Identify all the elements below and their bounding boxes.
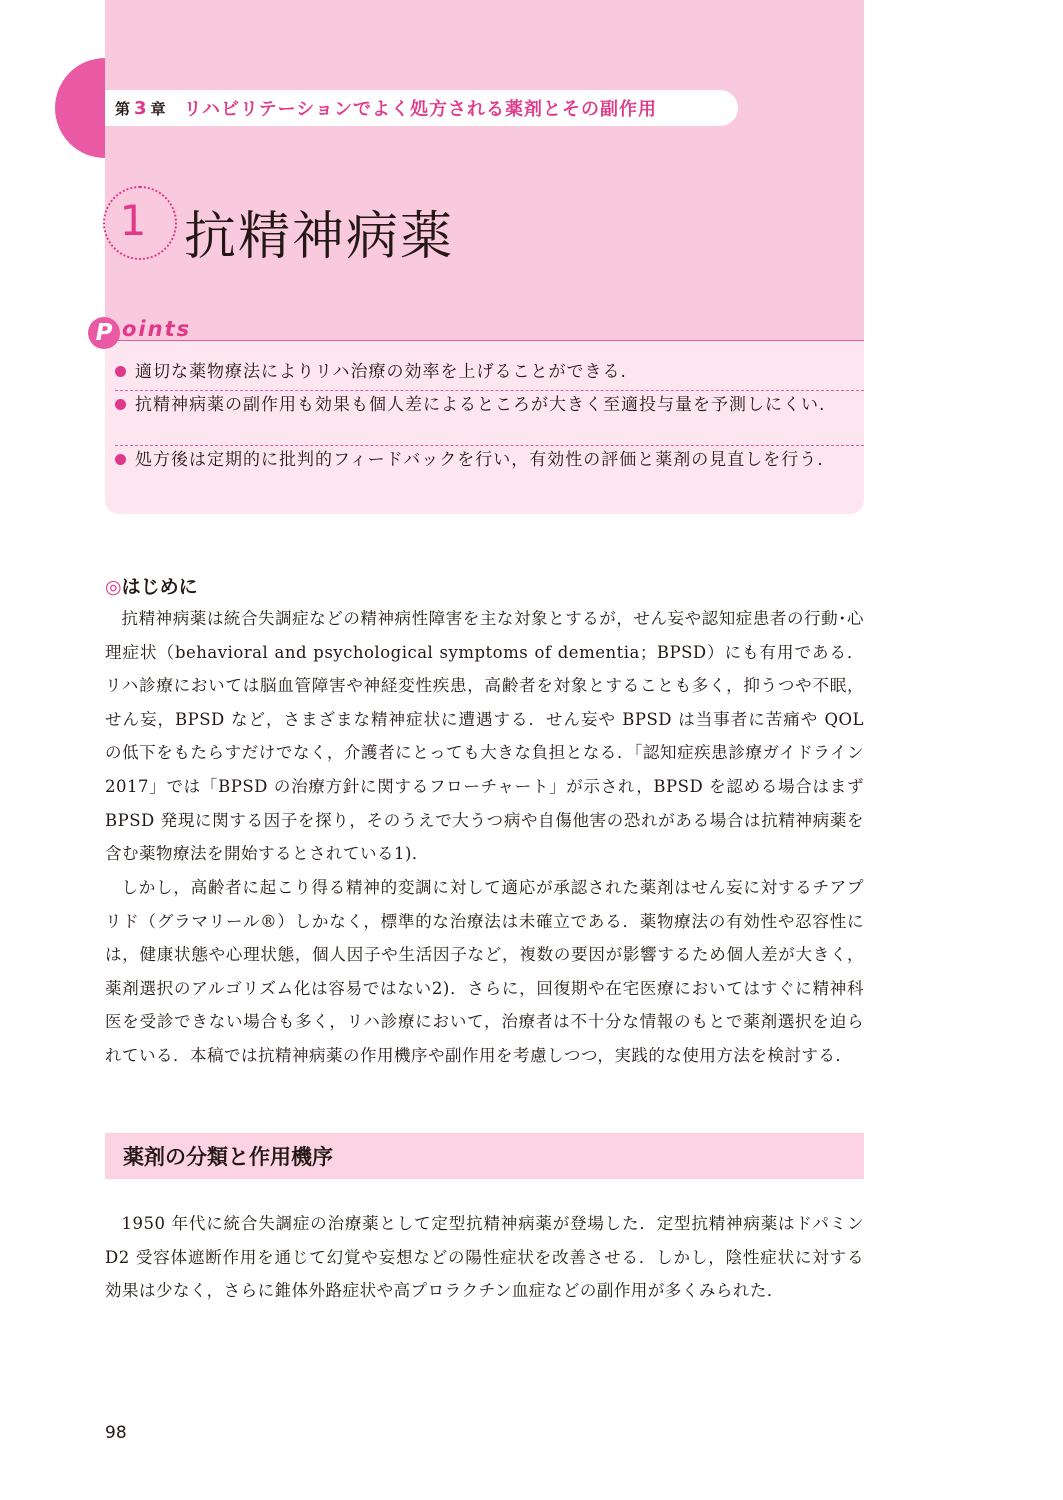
chapter-label xyxy=(105,90,738,126)
bullet-icon xyxy=(115,454,126,465)
intro-heading xyxy=(105,572,198,599)
point-item-1 xyxy=(115,361,855,384)
section-number: 1 xyxy=(119,196,147,245)
chapter-prefix: 第 xyxy=(115,99,131,118)
points-badge-icon: P xyxy=(88,317,120,349)
chapter-title: リハビリテーションでよく処方される薬剤とその副作用 xyxy=(183,99,657,120)
points-dash-divider xyxy=(115,390,864,391)
point-item-2 xyxy=(115,394,855,417)
chapter-number: 3 xyxy=(134,97,147,119)
chapter-suffix: 章 xyxy=(150,99,166,118)
points-divider xyxy=(105,340,864,341)
intro-paragraph-2: しかし，高齢者に起こり得る精神的変調に対して適応が承認された薬剤はせん妄に対するチアプリド（グラマリール®）しかなく，標準的な治療法は未確立である．薬物療法の有効性や忍容性には，健康状態や心理状態，個人因子や生活因子など，複数の要因が影響するため個人差が大きく，薬剤選択のアルゴリズム化は容易ではない2)．さらに，回復期や在宅医療においてはすぐに精神科医を受診できない場合も多く，リハ診療において，治療者は不十分な情報のもとで薬剤選択を迫られている．本稿では抗精神病薬の作用機序や副作用を考慮しつつ，実践的な使用方法を検討する． xyxy=(105,878,864,1065)
point-item-3 xyxy=(115,449,855,472)
point-text: 適切な薬物療法によりリハ治療の効率を上げることができる. xyxy=(135,362,627,382)
bullet-icon xyxy=(115,366,126,377)
points-label: oints xyxy=(122,317,192,341)
double-circle-icon: ◎ xyxy=(105,576,122,598)
section-paragraph: 1950 年代に統合失調症の治療薬として定型抗精神病薬が登場した．定型抗精神病薬はドパミン D2 受容体遮断作用を通じて幻覚や妄想などの陽性症状を改善させる．しかし，陰性症状に対する効果は少なく，さらに錐体外路症状や高プロラクチン血症などの副作用が多くみられた． xyxy=(105,1214,864,1301)
section-heading-bar xyxy=(105,1133,864,1179)
points-dash-divider xyxy=(115,445,864,446)
chapter-header-background xyxy=(105,0,864,340)
section-heading: 薬剤の分類と作用機序 xyxy=(123,1145,333,1169)
intro-heading-text: はじめに xyxy=(121,576,198,598)
intro-paragraph-1: 抗精神病薬は統合失調症などの精神病性障害を主な対象とするが，せん妄や認知症患者の行動･心理症状（behavioral and psychological symptoms of dementia；BPSD）にも有用である．リハ診療においては脳血管障害や神経変性疾患，高齢者を対象とすることも多く，抑うつや不眠，せん妄，BPSD など，さまざまな精神症状に遭遇する．せん妄や BPSD は当事者に苦痛や QOL の低下をもたらすだけでなく，介護者にとっても大きな負担となる．「認知症疾患診療ガイドライン 2017」では「BPSD の治療方針に関するフローチャート」が示され，BPSD を認める場合はまず BPSD 発現に関する因子を探り，そのうえで大うつ病や自傷他害の恐れがある場合は抗精神病薬を含む薬物療法を開始するとされている1)． xyxy=(105,609,865,864)
bullet-icon xyxy=(115,399,126,410)
point-text: 処方後は定期的に批判的フィードバックを行い，有効性の評価と薬剤の見直しを行う. xyxy=(135,450,824,470)
page-title: 抗精神病薬 xyxy=(184,207,455,267)
point-text: 抗精神病薬の副作用も効果も個人差によるところが大きく至適投与量を予測しにくい. xyxy=(135,395,826,415)
page-number: 98 xyxy=(105,1423,127,1443)
